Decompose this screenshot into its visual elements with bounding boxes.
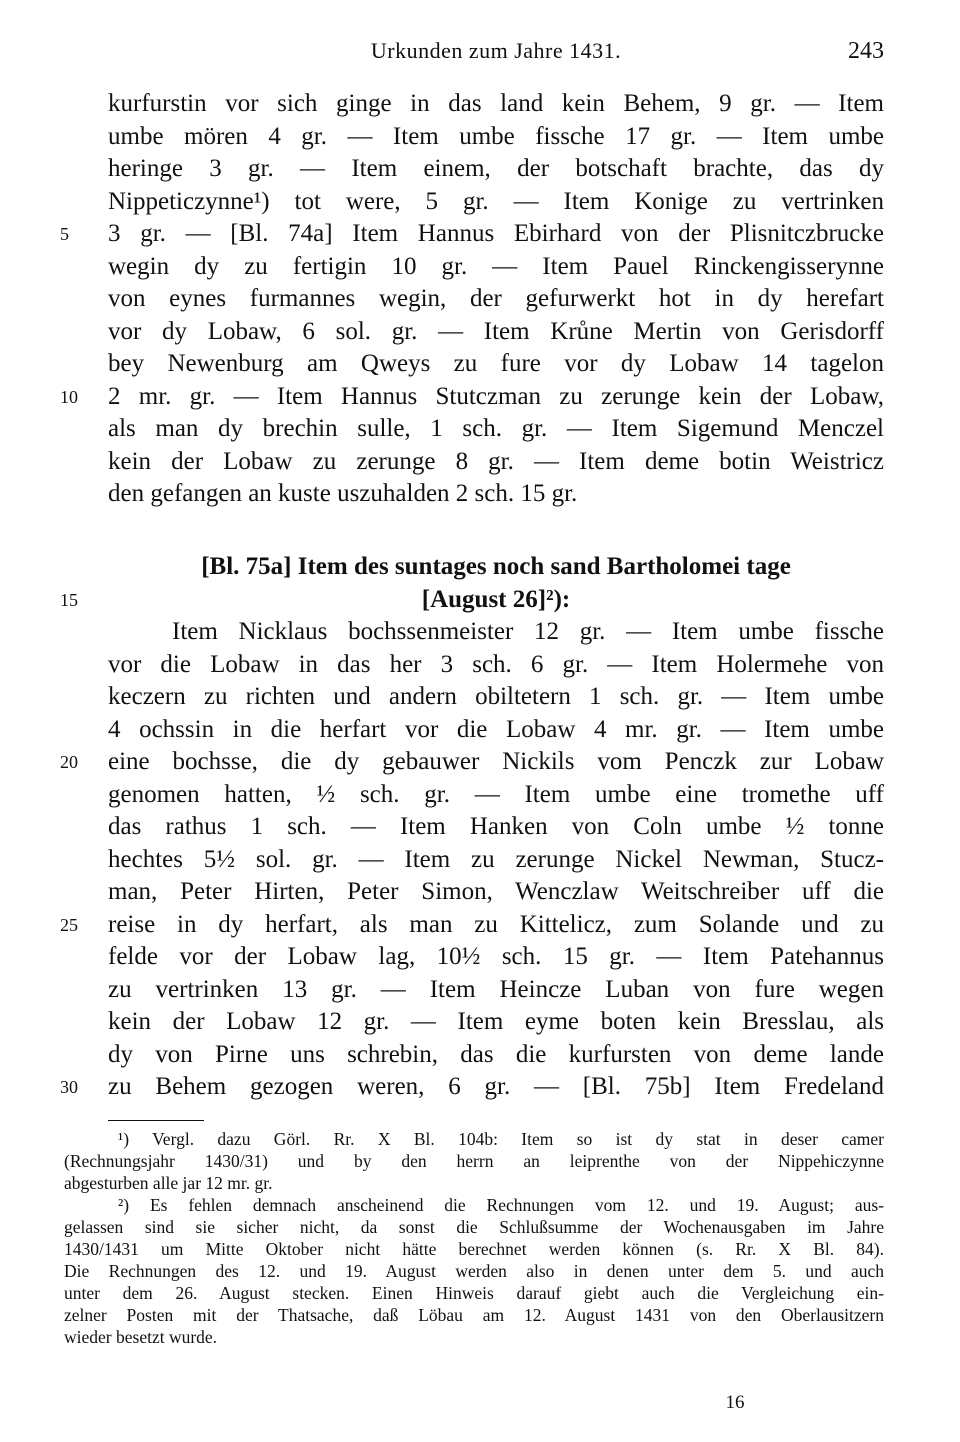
- page-header: [108, 38, 884, 68]
- text-line: 4 ochssin in die herfart vor die Lobaw 4 mr. gr. — Item umbe: [108, 715, 884, 743]
- text-line: umbe mören 4 gr. — Item umbe fissche 17 gr. — Item umbe: [108, 122, 884, 150]
- footnote-line: (Rechnungsjahr 1430/31) und by den herrn an leiprenthe von der Nippehiczynne: [64, 1151, 884, 1171]
- footnote-line: ²) Es fehlen demnach anscheinend die Rechnungen vom 12. und 19. August; aus-: [118, 1195, 884, 1215]
- text-line: man, Peter Hirten, Peter Simon, Wenczlaw Weitschreiber uff die: [108, 878, 884, 905]
- section-heading-date: 15 [August 26]²):: [108, 584, 884, 617]
- footnote-line: abgesturben alle jar 12 mr. gr.: [64, 1173, 273, 1193]
- footnote-line: Die Rechnungen des 12. und 19. August werden also in denen unter dem 5. und auch: [64, 1261, 884, 1281]
- text-line: den gefangen an kuste uszuhalden 2 sch. 15 gr.: [108, 480, 578, 507]
- text-line: von eynes furmannes wegin, der gefurwerkt hot in dy herefart: [108, 285, 884, 312]
- text-line: kurfurstin vor sich ginge in das land kein Behem, 9 gr. — Item: [108, 90, 884, 117]
- section-block: [60, 551, 884, 1104]
- text-line: vor dy Lobaw, 6 sol. gr. — Item Krůne Mertin von Gerisdorff: [108, 317, 884, 345]
- text-line: kein der Lobaw zu zerunge 8 gr. — Item deme botin Weistricz: [108, 447, 884, 475]
- page-number: 243: [848, 38, 884, 64]
- text-line: 30 zu Behem gezogen weren, 6 gr. — [Bl. 75b] Item Fredeland: [108, 1071, 884, 1104]
- text-line: felde vor der Lobaw lag, 10½ sch. 15 gr. — Item Patehannus: [108, 943, 884, 970]
- running-title: Urkunden zum Jahre 1431.: [370, 38, 622, 63]
- text-line: dy von Pirne uns schrebin, das die kurfursten von deme lande: [108, 1040, 884, 1068]
- main-text-block: [60, 88, 884, 511]
- text-line: 25 reise in dy herfart, als man zu Kittelicz, zum Solande und zu: [108, 909, 884, 942]
- text-line: als man dy brechin sulle, 1 sch. gr. — Item Sigemund Menczel: [108, 415, 884, 442]
- footnote-line: wieder besetzt wurde.: [64, 1327, 218, 1347]
- footnote-line: zelner Posten mit der Thatsache, daß Löbau am 12. August 1431 von den Oberlausitzern: [64, 1305, 884, 1325]
- text-line: keczern zu richten und andern obiltetern 1 sch. gr. — Item umbe: [108, 683, 884, 710]
- text-line: das rathus 1 sch. — Item Hanken von Coln umbe ½ tonne: [108, 813, 884, 840]
- footnote-line: 1430/1431 um Mitte Oktober nicht hätte berechnet werden können (s. Rr. X Bl. 84).: [64, 1239, 884, 1259]
- text-line: kein der Lobaw 12 gr. — Item eyme boten kein Bresslau, als: [108, 1008, 884, 1035]
- text-line: wegin dy zu fertigin 10 gr. — Item Pauel Rinckengisserynne: [108, 252, 884, 280]
- text-line: 5 3 gr. — [Bl. 74a] Item Hannus Ebirhard von der Plisnitczbrucke: [108, 218, 884, 251]
- text-line: 20 eine bochsse, die dy gebauwer Nickils vom Penczk zur Lobaw: [108, 746, 884, 779]
- line-number: 20: [60, 752, 78, 772]
- text-line: genomen hatten, ½ sch. gr. — Item umbe eine tromethe uff: [108, 780, 884, 808]
- footnote-rule: [108, 1120, 204, 1121]
- text-line: zu vertrinken 13 gr. — Item Heincze Luban von fure wegen: [108, 975, 884, 1003]
- text-line: hechtes 5½ sol. gr. — Item zu zerunge Nickel Newman, Stucz-: [108, 845, 884, 873]
- footnotes: [64, 1128, 884, 1348]
- footnote-line: unter dem 26. August stecken. Einen Hinweis darauf giebt auch die Vergleichung ein-: [64, 1283, 884, 1303]
- text-line: heringe 3 gr. — Item einem, der botschaft brachte, das dy: [108, 155, 884, 182]
- line-number: 25: [60, 914, 78, 935]
- text-line: Item Nicklaus bochssenmeister 12 gr. — Item umbe fissche: [172, 618, 884, 645]
- line-number: 30: [60, 1077, 78, 1097]
- text-line: Nippeticzynne¹) tot were, 5 gr. — Item Konige zu vertrinken: [108, 187, 884, 215]
- text-line: 10 2 mr. gr. — Item Hannus Stutczman zu zerunge kein der Lobaw,: [108, 381, 884, 414]
- footnote-line: ¹) Vergl. dazu Görl. Rr. X Bl. 104b: Item so ist dy stat in deser camer: [118, 1129, 884, 1149]
- signature-mark: 16: [725, 1392, 745, 1413]
- line-number: 5: [60, 224, 69, 244]
- line-number: 10: [60, 386, 78, 407]
- section-heading: [Bl. 75a] Item des suntages noch sand Bartholomei tage: [201, 553, 791, 580]
- text-line: vor die Lobaw in das her 3 sch. 6 gr. — Item Holermehe von: [108, 650, 884, 678]
- footnote-line: gelassen sind sie sicher nicht, da sonst die Schlußsumme der Wochenausgaben im Jahre: [64, 1217, 884, 1237]
- text-line: bey Newenburg am Qweys zu fure vor dy Lobaw 14 tagelon: [108, 350, 884, 377]
- line-number: 15: [60, 589, 78, 610]
